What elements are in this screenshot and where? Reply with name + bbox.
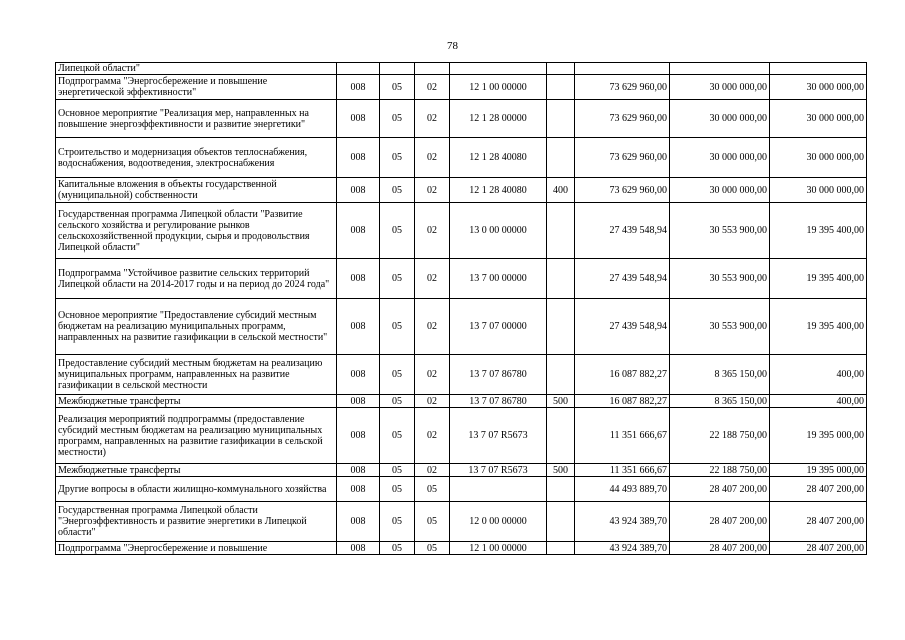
amount-year3-cell: 400,00 — [770, 395, 867, 408]
subsection-code-cell: 02 — [415, 395, 450, 408]
section-code-cell — [380, 63, 415, 75]
amount-year2-cell: 30 553 900,00 — [670, 299, 770, 355]
item-name-cell: Другие вопросы в области жилищно-коммунального хозяйства — [56, 477, 337, 502]
item-name-cell: Межбюджетные трансферты — [56, 464, 337, 477]
amount-year3-cell: 30 000 000,00 — [770, 100, 867, 138]
amount-year3-cell: 30 000 000,00 — [770, 138, 867, 178]
amount-year1-cell: 43 924 389,70 — [575, 542, 670, 555]
target-article-cell: 13 7 07 00000 — [450, 299, 547, 355]
amount-year1-cell: 73 629 960,00 — [575, 138, 670, 178]
target-article-cell: 13 7 07 R5673 — [450, 464, 547, 477]
department-code-cell: 008 — [337, 502, 380, 542]
subsection-code-cell: 02 — [415, 355, 450, 395]
section-code-cell: 05 — [380, 138, 415, 178]
amount-year1-cell: 16 087 882,27 — [575, 355, 670, 395]
item-name-cell: Основное мероприятие "Предоставление субсидий местным бюджетам на реализацию муниципальных программ, направленных на развитие газификации в сельской местности" — [56, 299, 337, 355]
amount-year3-cell: 19 395 400,00 — [770, 259, 867, 299]
expense-type-cell — [547, 63, 575, 75]
expense-type-cell — [547, 502, 575, 542]
amount-year1-cell: 27 439 548,94 — [575, 203, 670, 259]
target-article-cell: 12 1 00 00000 — [450, 75, 547, 100]
section-code-cell: 05 — [380, 502, 415, 542]
expense-type-cell: 400 — [547, 178, 575, 203]
item-name-cell: Реализация мероприятий подпрограммы (предоставление субсидий местным бюджетам на реализацию муниципальных программ, направленных на развитие газификации в сельской местности) — [56, 408, 337, 464]
section-code-cell: 05 — [380, 477, 415, 502]
budget-table — [55, 62, 867, 555]
target-article-cell: 12 1 28 00000 — [450, 100, 547, 138]
department-code-cell: 008 — [337, 355, 380, 395]
target-article-cell: 12 1 28 40080 — [450, 138, 547, 178]
amount-year3-cell: 30 000 000,00 — [770, 178, 867, 203]
department-code-cell: 008 — [337, 75, 380, 100]
department-code-cell: 008 — [337, 477, 380, 502]
amount-year1-cell: 11 351 666,67 — [575, 408, 670, 464]
section-code-cell: 05 — [380, 395, 415, 408]
expense-type-cell — [547, 203, 575, 259]
section-code-cell: 05 — [380, 355, 415, 395]
target-article-cell: 13 7 07 86780 — [450, 355, 547, 395]
amount-year3-cell: 28 407 200,00 — [770, 477, 867, 502]
amount-year2-cell: 30 553 900,00 — [670, 259, 770, 299]
table-row — [56, 477, 867, 502]
subsection-code-cell: 02 — [415, 259, 450, 299]
table-row — [56, 100, 867, 138]
department-code-cell: 008 — [337, 203, 380, 259]
item-name-cell: Межбюджетные трансферты — [56, 395, 337, 408]
section-code-cell: 05 — [380, 542, 415, 555]
expense-type-cell — [547, 75, 575, 100]
table-row — [56, 355, 867, 395]
amount-year1-cell: 43 924 389,70 — [575, 502, 670, 542]
table-row — [56, 63, 867, 75]
amount-year2-cell: 30 000 000,00 — [670, 75, 770, 100]
target-article-cell — [450, 477, 547, 502]
amount-year3-cell: 400,00 — [770, 355, 867, 395]
department-code-cell: 008 — [337, 395, 380, 408]
amount-year1-cell: 73 629 960,00 — [575, 75, 670, 100]
expense-type-cell — [547, 138, 575, 178]
amount-year2-cell: 8 365 150,00 — [670, 355, 770, 395]
target-article-cell: 13 7 00 00000 — [450, 259, 547, 299]
expense-type-cell — [547, 542, 575, 555]
item-name-cell: Подпрограмма "Энергосбережение и повышение — [56, 542, 337, 555]
target-article-cell: 12 0 00 00000 — [450, 502, 547, 542]
section-code-cell: 05 — [380, 75, 415, 100]
amount-year2-cell: 28 407 200,00 — [670, 477, 770, 502]
amount-year3-cell: 28 407 200,00 — [770, 502, 867, 542]
department-code-cell: 008 — [337, 542, 380, 555]
amount-year3-cell: 19 395 400,00 — [770, 299, 867, 355]
amount-year1-cell: 73 629 960,00 — [575, 178, 670, 203]
section-code-cell: 05 — [380, 464, 415, 477]
amount-year2-cell: 8 365 150,00 — [670, 395, 770, 408]
table-row — [56, 299, 867, 355]
subsection-code-cell: 05 — [415, 502, 450, 542]
item-name-cell: Государственная программа Липецкой области "Развитие сельского хозяйства и регулирование рынков сельскохозяйственной продукции, сырья и продовольствия Липецкой области" — [56, 203, 337, 259]
amount-year1-cell — [575, 63, 670, 75]
table-row — [56, 542, 867, 555]
table-row — [56, 178, 867, 203]
target-article-cell: 12 1 00 00000 — [450, 542, 547, 555]
amount-year2-cell: 22 188 750,00 — [670, 408, 770, 464]
subsection-code-cell: 02 — [415, 299, 450, 355]
expense-type-cell: 500 — [547, 395, 575, 408]
page-number: 78 — [447, 40, 458, 52]
amount-year3-cell — [770, 63, 867, 75]
item-name-cell: Капитальные вложения в объекты государственной (муниципальной) собственности — [56, 178, 337, 203]
table-row — [56, 464, 867, 477]
expense-type-cell — [547, 299, 575, 355]
amount-year2-cell: 30 000 000,00 — [670, 138, 770, 178]
amount-year1-cell: 73 629 960,00 — [575, 100, 670, 138]
amount-year2-cell: 22 188 750,00 — [670, 464, 770, 477]
subsection-code-cell: 02 — [415, 203, 450, 259]
amount-year2-cell: 30 000 000,00 — [670, 178, 770, 203]
section-code-cell: 05 — [380, 203, 415, 259]
section-code-cell: 05 — [380, 408, 415, 464]
target-article-cell: 13 7 07 R5673 — [450, 408, 547, 464]
expense-type-cell: 500 — [547, 464, 575, 477]
table-row — [56, 259, 867, 299]
department-code-cell: 008 — [337, 299, 380, 355]
table-row — [56, 138, 867, 178]
department-code-cell — [337, 63, 380, 75]
subsection-code-cell: 02 — [415, 464, 450, 477]
expense-type-cell — [547, 477, 575, 502]
department-code-cell: 008 — [337, 138, 380, 178]
amount-year3-cell: 19 395 000,00 — [770, 408, 867, 464]
target-article-cell: 12 1 28 40080 — [450, 178, 547, 203]
amount-year2-cell — [670, 63, 770, 75]
item-name-cell: Подпрограмма "Устойчивое развитие сельских территорий Липецкой области на 2014-2017 годы и на период до 2024 года" — [56, 259, 337, 299]
item-name-cell: Строительство и модернизация объектов теплоснабжения, водоснабжения, водоотведения, электроснабжения — [56, 138, 337, 178]
department-code-cell: 008 — [337, 178, 380, 203]
item-name-cell: Государственная программа Липецкой области "Энергоэффективность и развитие энергетики в Липецкой области" — [56, 502, 337, 542]
department-code-cell: 008 — [337, 408, 380, 464]
subsection-code-cell: 02 — [415, 100, 450, 138]
section-code-cell: 05 — [380, 259, 415, 299]
department-code-cell: 008 — [337, 259, 380, 299]
amount-year1-cell: 27 439 548,94 — [575, 259, 670, 299]
amount-year3-cell: 28 407 200,00 — [770, 542, 867, 555]
subsection-code-cell: 02 — [415, 75, 450, 100]
subsection-code-cell: 05 — [415, 542, 450, 555]
section-code-cell: 05 — [380, 178, 415, 203]
amount-year2-cell: 28 407 200,00 — [670, 502, 770, 542]
amount-year3-cell: 19 395 000,00 — [770, 464, 867, 477]
target-article-cell — [450, 63, 547, 75]
amount-year3-cell: 30 000 000,00 — [770, 75, 867, 100]
expense-type-cell — [547, 259, 575, 299]
amount-year2-cell: 28 407 200,00 — [670, 542, 770, 555]
table-row — [56, 75, 867, 100]
expense-type-cell — [547, 100, 575, 138]
item-name-cell: Основное мероприятие "Реализация мер, направленных на повышение энергоэффективности и развитие энергетики" — [56, 100, 337, 138]
subsection-code-cell: 05 — [415, 477, 450, 502]
amount-year2-cell: 30 553 900,00 — [670, 203, 770, 259]
subsection-code-cell — [415, 63, 450, 75]
expense-type-cell — [547, 355, 575, 395]
item-name-cell: Подпрограмма "Энергосбережение и повышение энергетической эффективности" — [56, 75, 337, 100]
subsection-code-cell: 02 — [415, 408, 450, 464]
target-article-cell: 13 7 07 86780 — [450, 395, 547, 408]
section-code-cell: 05 — [380, 100, 415, 138]
amount-year1-cell: 11 351 666,67 — [575, 464, 670, 477]
table-row — [56, 395, 867, 408]
amount-year1-cell: 16 087 882,27 — [575, 395, 670, 408]
subsection-code-cell: 02 — [415, 178, 450, 203]
item-name-cell: Предоставление субсидий местным бюджетам на реализацию муниципальных программ, направленных на развитие газификации в сельской местности — [56, 355, 337, 395]
table-row — [56, 408, 867, 464]
expense-type-cell — [547, 408, 575, 464]
department-code-cell: 008 — [337, 464, 380, 477]
department-code-cell: 008 — [337, 100, 380, 138]
amount-year1-cell: 27 439 548,94 — [575, 299, 670, 355]
table-body — [56, 63, 867, 555]
table-row — [56, 502, 867, 542]
amount-year3-cell: 19 395 400,00 — [770, 203, 867, 259]
section-code-cell: 05 — [380, 299, 415, 355]
amount-year1-cell: 44 493 889,70 — [575, 477, 670, 502]
amount-year2-cell: 30 000 000,00 — [670, 100, 770, 138]
table-row — [56, 203, 867, 259]
subsection-code-cell: 02 — [415, 138, 450, 178]
target-article-cell: 13 0 00 00000 — [450, 203, 547, 259]
item-name-cell: Липецкой области" — [56, 63, 337, 75]
